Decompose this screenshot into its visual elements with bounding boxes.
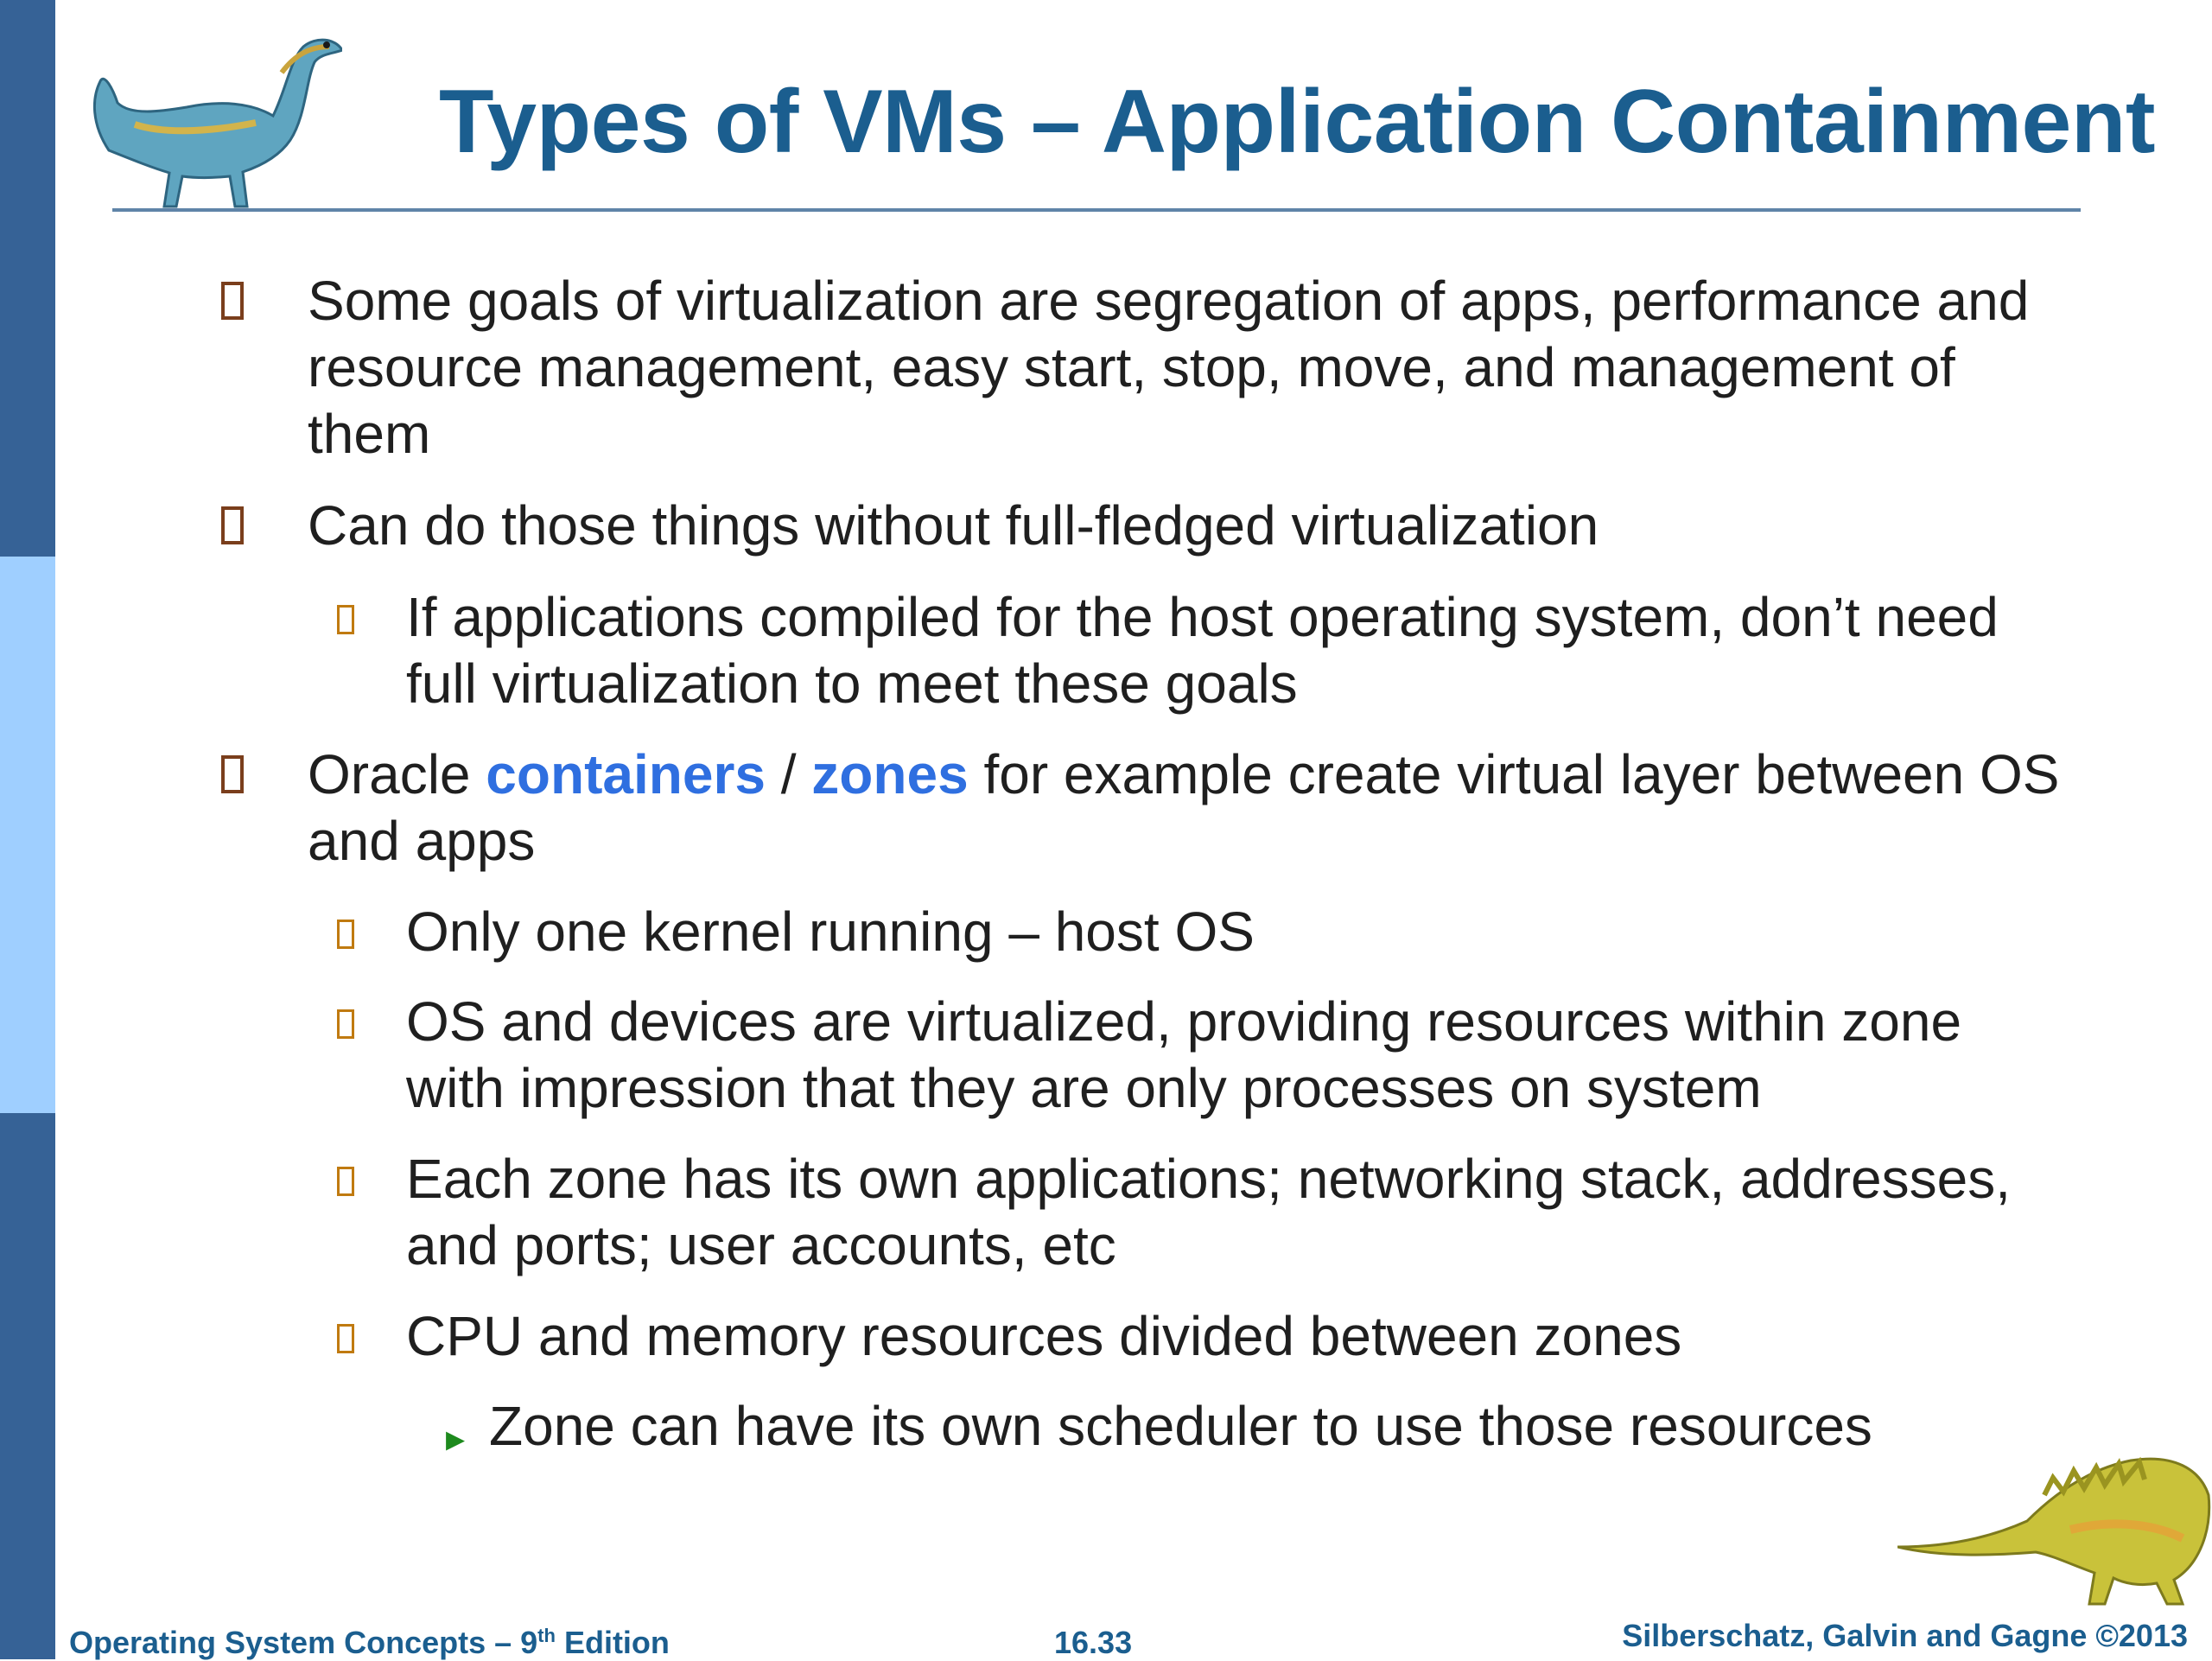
- bullet-text-pre: Oracle: [308, 743, 486, 805]
- highlight-zones: zones: [811, 743, 969, 805]
- footer-book-title: [69, 1625, 670, 1661]
- sub-bullet-icon: [337, 605, 354, 634]
- sub-bullet-item: [406, 584, 2056, 717]
- bullet-item: [308, 741, 2079, 875]
- highlight-containers: containers: [486, 743, 766, 805]
- side-bar-bottom: [0, 1113, 55, 1659]
- bullet-text: Can do those things without full-fledged virtualization: [308, 494, 1599, 557]
- sub-bullet-item: [406, 1146, 2056, 1279]
- slide-title: Types of VMs – Application Containment: [439, 72, 2156, 172]
- bullet-text-mid: /: [765, 743, 812, 805]
- bullet-text: Only one kernel running – host OS: [406, 901, 1255, 963]
- triangle-bullet-icon: ▸: [446, 1416, 466, 1461]
- bullet-icon: [221, 755, 244, 793]
- title-divider: [112, 208, 2081, 212]
- sub-sub-bullet-item: [446, 1393, 2044, 1461]
- footer-authors: Silberschatz, Galvin and Gagne ©2013: [1622, 1618, 2188, 1653]
- sub-bullet-item: [406, 989, 2056, 1122]
- footer-edition-sup: th: [537, 1625, 556, 1646]
- sub-bullet-icon: [337, 1167, 354, 1196]
- dinosaur-icon: [83, 21, 342, 209]
- sub-bullet-icon: [337, 920, 354, 949]
- side-bar-middle: [0, 557, 55, 1113]
- bullet-item: [308, 268, 2079, 468]
- sub-bullet-icon: [337, 1324, 354, 1353]
- page-number: 16.33: [1054, 1625, 1133, 1660]
- bullet-icon: [221, 282, 244, 320]
- dinosaur-icon: [1897, 1435, 2212, 1607]
- bullet-icon: [221, 506, 244, 544]
- bullet-text: Some goals of virtualization are segregation of apps, performance and resource management, easy start, stop, move, and management of them: [308, 270, 2030, 465]
- sub-bullet-icon: [337, 1009, 354, 1039]
- bullet-text: If applications compiled for the host operating system, don’t need full virtualization to meet these goals: [406, 586, 1999, 715]
- bullet-text: OS and devices are virtualized, providing resources within zone with impression that they are only processes on system: [406, 990, 1962, 1119]
- bullet-text-post: for example create virtual layer between OS and apps: [308, 743, 2060, 872]
- sub-bullet-item: [406, 1303, 2056, 1370]
- bullet-item: [308, 493, 2079, 559]
- bullet-text: Each zone has its own applications; networking stack, addresses, and ports; user accounts, etc: [406, 1148, 2011, 1276]
- bullet-text: Zone can have its own scheduler to use those resources: [489, 1395, 1872, 1457]
- sub-bullet-item: [406, 899, 2056, 965]
- bullet-text: CPU and memory resources divided between zones: [406, 1305, 1682, 1367]
- footer-edition-text: Edition: [555, 1625, 670, 1660]
- footer-book-title-text: Operating System Concepts – 9: [69, 1625, 538, 1660]
- side-bar-top: [0, 0, 55, 557]
